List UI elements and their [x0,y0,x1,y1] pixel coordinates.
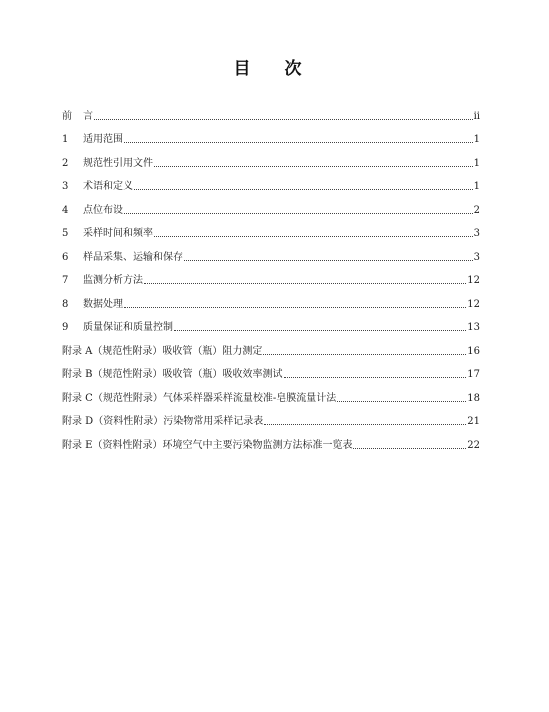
toc-entry-page: 21 [467,416,480,427]
toc-leader-dots [154,236,473,237]
toc-entry-page: ii [473,110,480,122]
toc-entry-appendix-d[interactable] [62,405,480,429]
toc-entry-number: 6 [62,251,69,263]
toc-entry-label: 规范性引用文件 [83,157,153,169]
toc-entry-1[interactable] [62,123,480,147]
toc-entry-label: 术语和定义 [83,181,133,192]
toc-entry-label: 附录 D（资料性附录）污染物常用采样记录表 [62,416,264,427]
toc-entry-label: 言 [83,110,93,122]
toc-entry-label: 监测分析方法 [83,275,143,286]
toc-entry-page: 3 [473,251,480,263]
toc-entry-page: 1 [473,134,480,145]
toc-leader-dots [124,307,466,308]
toc-entry-label: 附录 A（规范性附录）吸收管（瓶）阻力测定 [62,345,263,357]
toc-entry-appendix-b[interactable] [62,358,480,382]
toc-entry-page: 12 [467,275,480,286]
toc-entry-label: 附录 B（规范性附录）吸收管（瓶）吸收效率测试 [62,369,283,380]
toc-entry-label: 附录 C（规范性附录）气体采样器采样流量校准-皂膜流量计法 [62,392,337,404]
toc-entry-8[interactable] [62,287,480,311]
toc-leader-dots [337,401,466,402]
toc-leader-dots [154,166,473,167]
toc-entry-number: 3 [62,181,69,192]
toc-leader-dots [263,354,466,355]
toc-entry-page: 13 [467,322,480,333]
toc-entry-page: 1 [473,181,480,192]
toc-leader-dots [94,119,473,120]
toc-entry-4[interactable] [62,193,480,217]
toc-leader-dots [184,260,473,261]
toc-entry-number: 9 [62,322,69,333]
toc-entry-label: 数据处理 [83,298,123,310]
toc-entry-number: 2 [62,157,69,169]
toc-entry-label: 质量保证和质量控制 [83,322,173,333]
toc-entry-page: 22 [467,439,480,451]
toc-entry-9[interactable] [62,311,480,335]
toc-entry-page: 18 [467,392,480,404]
toc-leader-dots [124,142,473,143]
toc-leader-dots [264,424,466,425]
page-title: 目 次 [233,59,316,79]
toc-entry-page: 2 [473,204,480,216]
toc-leader-dots [134,189,473,190]
toc-entry-number: 5 [62,228,69,239]
toc-entry-number: 前 [62,110,72,122]
toc-entry-2[interactable] [62,146,480,170]
toc-entry-appendix-a[interactable] [62,334,480,358]
toc-entry-number: 1 [62,134,69,145]
toc-entry-label: 采样时间和频率 [83,228,153,239]
toc-leader-dots [353,448,466,449]
toc-entry-label: 附录 E（资料性附录）环境空气中主要污染物监测方法标准一览表 [62,439,353,451]
toc-entry-6[interactable] [62,240,480,264]
toc-leader-dots [144,283,466,284]
toc-leader-dots [124,213,473,214]
toc-entry-foreword[interactable] [62,99,480,123]
toc-entry-page: 3 [473,228,480,239]
toc-entry-page: 12 [467,298,480,310]
toc-entry-page: 17 [467,369,480,380]
toc-entry-label: 点位布设 [83,204,123,216]
toc-entry-number: 7 [62,275,69,286]
toc-entry-label: 适用范围 [83,134,123,145]
toc-entry-5[interactable] [62,217,480,241]
toc-entry-label: 样品采集、运输和保存 [83,251,183,263]
toc-entry-number: 4 [62,204,69,216]
table-of-contents [62,99,480,452]
toc-entry-3[interactable] [62,170,480,194]
toc-entry-appendix-e[interactable] [62,428,480,452]
toc-entry-page: 16 [467,345,480,357]
toc-leader-dots [284,377,467,378]
toc-leader-dots [174,330,466,331]
toc-entry-appendix-c[interactable] [62,381,480,405]
toc-entry-number: 8 [62,298,69,310]
toc-entry-page: 1 [473,157,480,169]
toc-entry-7[interactable] [62,264,480,288]
